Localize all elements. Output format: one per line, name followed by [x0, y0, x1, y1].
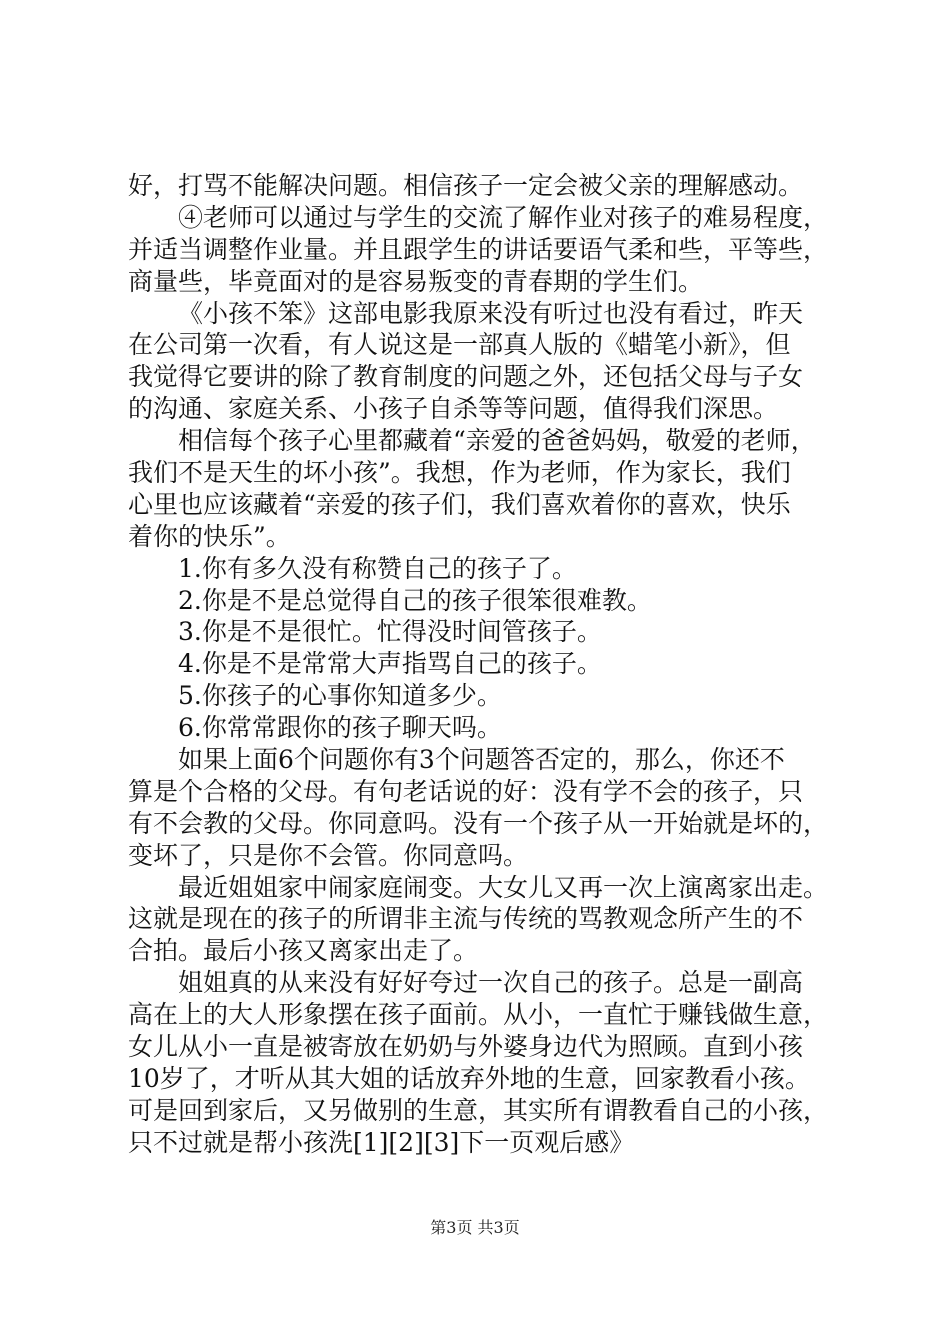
list-item: 4.你是不是常常大声指骂自己的孩子。 [178, 649, 602, 679]
text-line: 高在上的大人形象摆在孩子面前。从小，一直忙于赚钱做生意， [128, 1000, 829, 1030]
text-line: 我们不是天生的坏小孩”。我想，作为老师，作为家长，我们 [128, 458, 791, 488]
text-line: 相信每个孩子心里都藏着“亲爱的爸爸妈妈，敬爱的老师， [178, 426, 816, 456]
text-line: 《小孩不笨》这部电影我原来没有听过也没有看过，昨天 [178, 298, 804, 328]
list-item: 5.你孩子的心事你知道多少。 [178, 681, 502, 711]
page-footer [0, 1215, 950, 1238]
page-number-label: 第3页 共3页 [430, 1218, 520, 1237]
list-item: 6.你常常跟你的孩子聊天吗。 [178, 713, 502, 743]
text-line: 最近姐姐家中闹家庭闹变。大女儿又再一次上演离家出走。 [178, 872, 829, 902]
text-line: 的沟通、家庭关系、小孩子自杀等等问题，值得我们深思。 [128, 394, 779, 424]
list-item: 1.你有多久没有称赞自己的孩子了。 [178, 553, 577, 583]
document-body [128, 170, 830, 1159]
text-line: 姐姐真的从来没有好好夸过一次自己的孩子。总是一副高 [178, 968, 804, 998]
text-line: 有不会教的父母。你同意吗。没有一个孩子从一开始就是坏的， [128, 808, 829, 838]
text-line: 可是回到家后，又另做别的生意，其实所有谓教看自己的小孩， [128, 1095, 829, 1125]
text-line: 着你的快乐”。 [128, 521, 291, 551]
text-line: 如果上面6个问题你有3个问题答否定的，那么，你还不 [178, 745, 785, 775]
text-line: 好，打骂不能解决问题。相信孩子一定会被父亲的理解感动。 [128, 171, 804, 200]
text-line: 女儿从小一直是被寄放在奶奶与外婆身边代为照顾。直到小孩 [128, 1032, 804, 1062]
text-line: 商量些，毕竟面对的是容易叛变的青春期的学生们。 [128, 266, 704, 296]
text-line: 这就是现在的孩子的所谓非主流与传统的骂教观念所产生的不 [128, 904, 804, 934]
text-line: 心里也应该藏着“亲爱的孩子们，我们喜欢着你的喜欢，快乐 [128, 489, 791, 519]
text-line: 在公司第一次看，有人说这是一部真人版的《蜡笔小新》，但 [128, 330, 791, 360]
text-line: 算是个合格的父母。有句老话说的好：没有学不会的孩子，只 [128, 776, 804, 806]
text-line: 只不过就是帮小孩洗[1][2][3]下一页观后感》 [128, 1127, 635, 1157]
text-line: 并适当调整作业量。并且跟学生的讲话要语气柔和些，平等些， [128, 234, 829, 264]
text-line: ④老师可以通过与学生的交流了解作业对孩子的难易程度， [178, 202, 829, 232]
text-line: 我觉得它要讲的除了教育制度的问题之外，还包括父母与子女 [128, 362, 804, 392]
text-line: 变坏了，只是你不会管。你同意吗。 [128, 840, 529, 870]
list-item: 2.你是不是总觉得自己的孩子很笨很难教。 [178, 585, 652, 615]
text-line: 10岁了，才听从其大姐的话放弃外地的生意，回家教看小孩。 [128, 1063, 810, 1093]
list-item: 3.你是不是很忙。忙得没时间管孩子。 [178, 617, 602, 647]
text-line: 合拍。最后小孩又离家出走了。 [128, 936, 479, 966]
